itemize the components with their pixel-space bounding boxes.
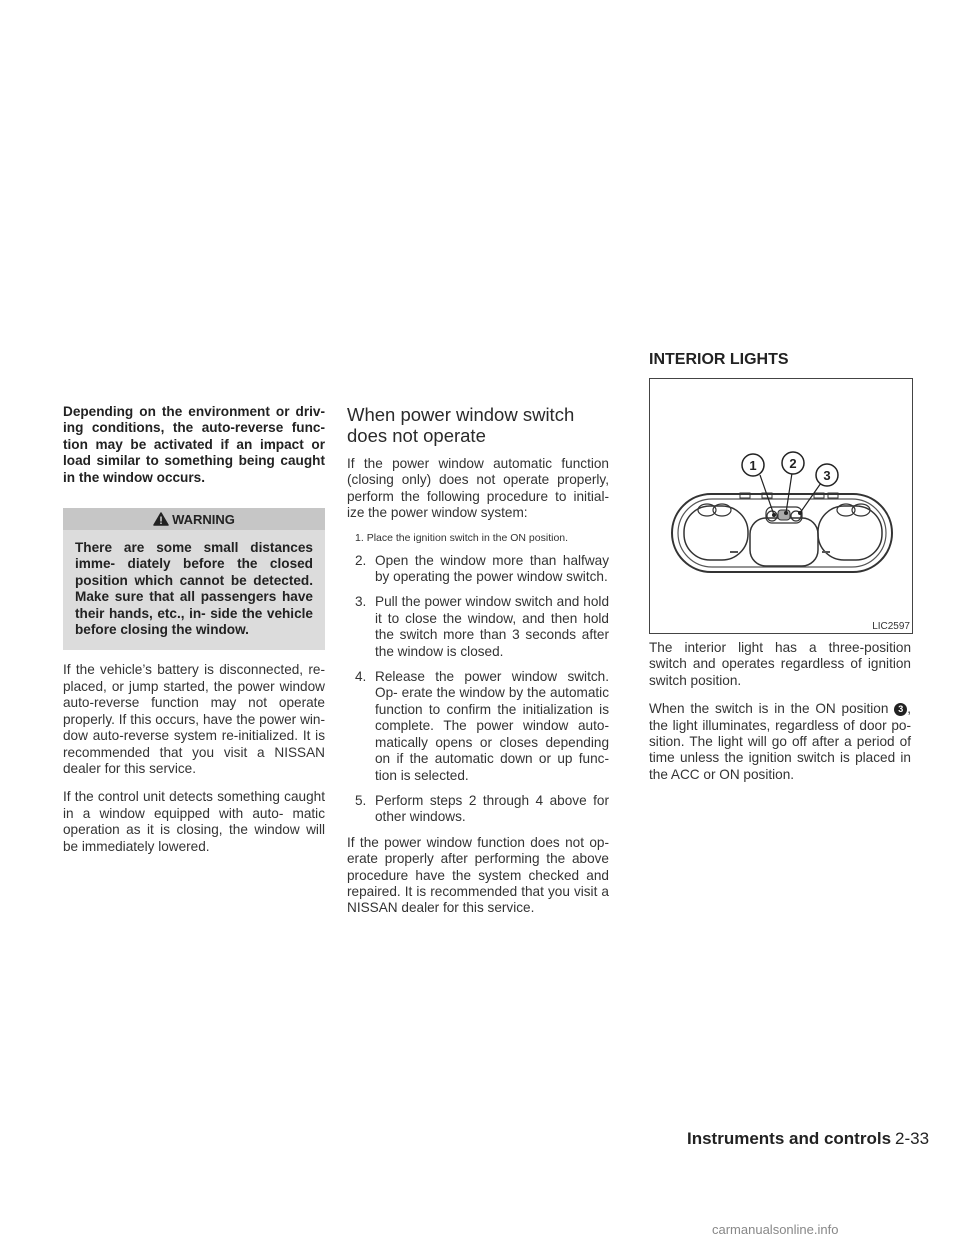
warning-box — [63, 508, 325, 650]
warning-triangle-icon — [153, 512, 169, 526]
left-column — [63, 404, 325, 855]
control-unit-paragraph: If the control unit detects something caught in a window equipped with auto- matic operation as it is closing, the window will be immediately lowered. — [63, 789, 325, 854]
step-number: 3. — [355, 594, 367, 610]
battery-paragraph: If the vehicle’s battery is disconnected, re- placed, or jump started, the power window auto-reverse function may not operate properly. If this occurs, have the power win- dow auto-reverse system re-initialized. It is recommended that you visit a NISSAN dealer for this service. — [63, 662, 325, 776]
step-number: 1. — [355, 531, 364, 544]
on-position-text-start: When the switch is in the ON position — [649, 701, 895, 717]
page-number: 2-33 — [895, 1129, 930, 1148]
callout-1: 1 — [749, 458, 757, 473]
step-text: Release the power window switch. Op- erate the window by the automatic function to confirm the initialization is complete. The power window auto- matically opens or closes depending on if the automatic down or up func- tion is selected. — [375, 669, 609, 783]
warning-header — [63, 508, 325, 530]
interior-lights-title: INTERIOR LIGHTS — [649, 351, 789, 368]
warning-text: There are some small distances imme- diately before the closed position which cannot be detected. Make sure that all passengers have their hands, etc., in- side the vehicle before closing the window. — [75, 540, 313, 638]
step-text: Place the ignition switch in the ON position. — [366, 531, 569, 544]
right-column — [649, 640, 911, 783]
callout-3: 3 — [823, 468, 831, 483]
step-text: Perform steps 2 through 4 above for other windows. — [375, 792, 609, 825]
step-4 — [347, 669, 609, 784]
section-heading: When power window switch does not operate — [347, 404, 575, 446]
interior-light-illustration — [650, 379, 912, 619]
callout-3-reference: 3 — [894, 703, 907, 716]
callout-2: 2 — [789, 456, 797, 471]
footer-section: Instruments and controls — [687, 1129, 892, 1148]
auto-reverse-note: Depending on the environment or driv- ing conditions, the auto-reverse func- tion may be activated if an impact or load similar to something being caught in the window occurs. — [63, 404, 325, 485]
step-number: 4. — [355, 669, 367, 685]
interior-light-paragraph: The interior light has a three-position switch and operates regardless of ignition switch position. — [649, 640, 911, 688]
step-3 — [347, 594, 609, 660]
step-5 — [347, 793, 609, 826]
step-text: Pull the power window switch and hold it to close the window, and then hold the switch more than 3 seconds after the window is closed. — [375, 594, 609, 659]
step-text: Open the window more than halfway by operating the power window switch. — [375, 552, 609, 585]
interior-light-figure — [649, 378, 913, 634]
page-footer — [687, 1129, 930, 1149]
middle-column — [347, 404, 609, 917]
step-1 — [347, 531, 609, 545]
figure-code: LIC2597 — [872, 621, 910, 632]
step-2 — [347, 553, 609, 586]
warning-label: WARNING — [172, 511, 235, 527]
on-position-text-end: , the light illuminates, regardless of door po- sition. The light will go off after a period of time unless the ignition switch is placed in the ACC or ON position. — [649, 701, 911, 782]
procedure-intro: If the power window automatic function (closing only) does not operate properly, perform the following procedure to initial- ize the power window system: — [347, 456, 609, 521]
on-position-paragraph — [649, 701, 911, 783]
procedure-outro: If the power window function does not op- erate properly after performing the above procedure have the system checked and repaired. It is recommended that you visit a NISSAN dealer for this service. — [347, 834, 609, 916]
step-number: 2. — [355, 552, 367, 568]
watermark: carmanualsonline.info — [712, 1222, 839, 1237]
step-number: 5. — [355, 792, 367, 808]
